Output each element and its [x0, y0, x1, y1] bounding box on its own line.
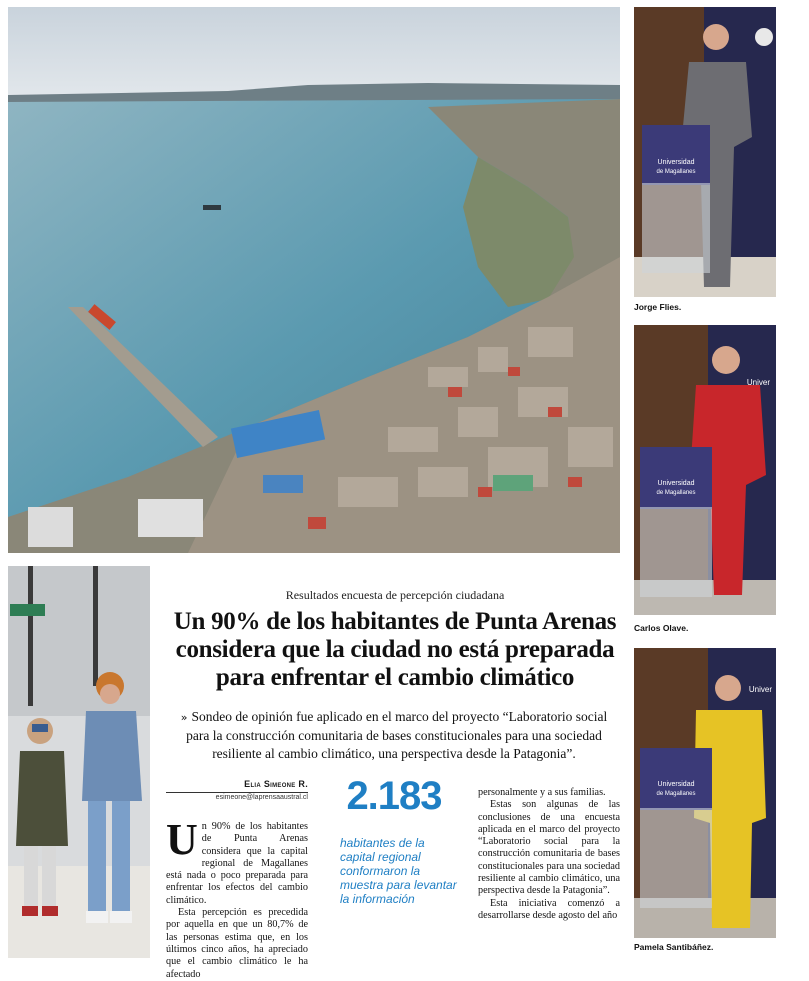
body-paragraph-4: Estas son algunas de las conclusiones de una encuesta aplicada en el marco del proyecto “Laboratorio social para la construcción comunitaria de bases constitucionales para una sociedad resiliente al cambio climático, una perspectiva desde la Patagonia”. [478, 799, 620, 897]
speaker-photo-2 [634, 325, 776, 615]
speaker-photo-1 [634, 7, 776, 297]
chevron-right-icon: » [180, 711, 188, 724]
body-paragraph-1: n 90% de los habitantes de Punta Arenas considera que la capital regional de Magallanes está nada o poco preparada para enfrentar los efectos del cambio climático. [166, 821, 308, 906]
svg-text:de Magallanes: de Magallanes [656, 490, 696, 496]
caption-speaker-1: Jorge Flies. [634, 302, 682, 312]
aerial-photo [8, 7, 620, 553]
stat-description: habitantes de la capital regional conformaron la muestra para levantar la información [340, 836, 457, 906]
stat-number: 2.183 [346, 774, 442, 818]
body-paragraph-3: personalmente y a sus familias. [478, 787, 606, 798]
lead-text: Sondeo de opinión fue aplicado en el marco del proyecto “Laboratorio social para la construcción comunitaria de bases constitucionales para una sociedad resiliente al cambio climático, una perspectiva desde la Patagonia”. [186, 709, 608, 761]
caption-speaker-3: Pamela Santibáñez. [634, 942, 714, 952]
lead-paragraph [176, 708, 612, 763]
svg-text:de Magallanes: de Magallanes [656, 169, 696, 175]
headline: Un 90% de los habitantes de Punta Arenas considera que la ciudad no está preparada para enfrentar el cambio climático [173, 608, 617, 691]
drop-cap: U [166, 815, 198, 864]
body-column-1 [166, 815, 308, 981]
speaker-photo-3 [634, 648, 776, 938]
svg-text:de Magallanes: de Magallanes [656, 791, 696, 797]
body-column-3 [478, 787, 620, 922]
svg-text:Univer: Univer [748, 685, 772, 694]
byline-email: esimeone@laprensaaustral.cl [166, 792, 308, 801]
svg-text:Universidad: Universidad [657, 781, 695, 788]
svg-text:Universidad: Universidad [657, 480, 695, 487]
byline-author: Elia Simeone R. [244, 779, 308, 789]
svg-text:Univer: Univer [746, 378, 770, 387]
caption-speaker-2: Carlos Olave. [634, 623, 689, 633]
body-paragraph-5: Esta iniciativa comenzó a desarrollarse desde agosto del año [478, 897, 620, 921]
body-paragraph-2: Esta percepción es precedida por aquella en que un 80,7% de las personas estima que, en los últimos cinco años, ha apreciado que el cambio climático le ha afectado [166, 907, 308, 980]
svg-text:Universidad: Universidad [657, 159, 695, 166]
street-photo [8, 566, 150, 958]
kicker: Resultados encuesta de percepción ciudadana [285, 588, 505, 602]
